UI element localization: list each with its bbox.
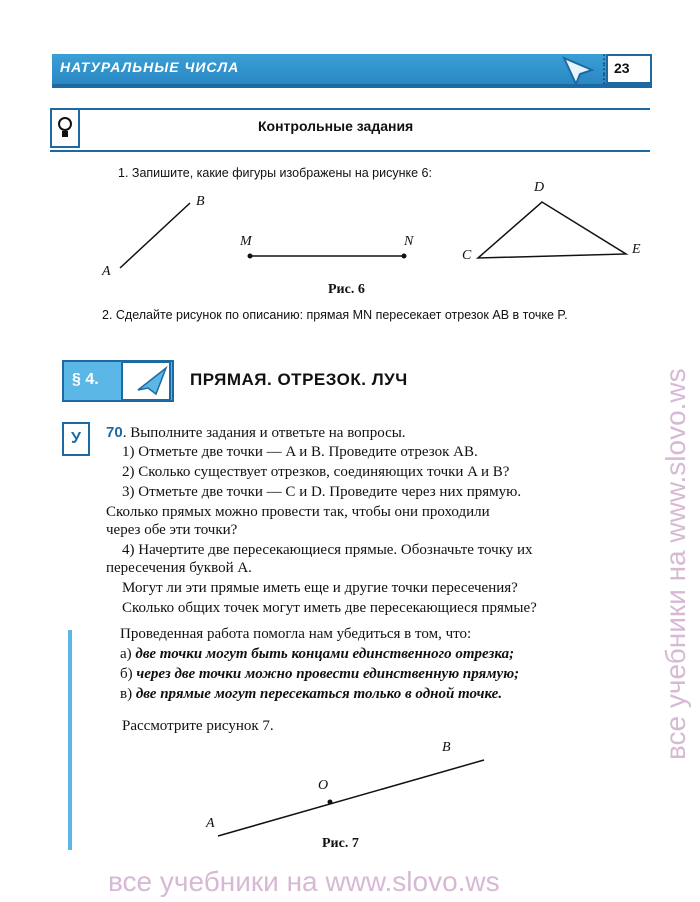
exercise-heading xyxy=(106,424,406,442)
spiral-binding-icon: ⋮ ⋮ ⋮ xyxy=(598,52,610,86)
label-b-fig6: B xyxy=(196,194,205,209)
label-e: E xyxy=(632,242,641,257)
lightbulb-icon xyxy=(50,108,80,148)
exercise-level-badge: У xyxy=(62,422,90,456)
chapter-title: НАТУРАЛЬНЫЕ ЧИСЛА xyxy=(60,59,240,75)
exercise-line: через обе эти точки? xyxy=(106,522,238,538)
exercise-line: 2) Сколько существует отрезков, соединяющих точки A и B? xyxy=(122,464,510,480)
exercise-line: Сколько общих точек могут иметь две пересекающиеся прямые? xyxy=(122,600,537,616)
triangle-cde xyxy=(478,202,626,258)
point-m xyxy=(248,254,253,259)
label-o: O xyxy=(318,778,329,793)
pen-nib-icon xyxy=(558,52,598,86)
label-b-fig7: B xyxy=(442,740,451,755)
conclusion-item xyxy=(120,646,514,663)
line-ab-fig7 xyxy=(218,760,484,836)
exercise-line: Сколько прямых можно провести так, чтобы они проходили xyxy=(106,504,490,520)
task-1: 1. Запишите, какие фигуры изображены на рисунке 6: xyxy=(118,166,432,180)
label-a-fig7: A xyxy=(206,816,215,831)
exercise-number: 70 xyxy=(106,424,123,441)
exercise-line: Могут ли эти прямые иметь еще и другие точки пересечения? xyxy=(122,580,518,596)
section-title: ПРЯМАЯ. ОТРЕЗОК. ЛУЧ xyxy=(190,370,408,389)
item-prefix: в) xyxy=(120,686,136,702)
notebook-pen-icon xyxy=(118,360,174,402)
exercise-intro: . Выполните задания и ответьте на вопросы. xyxy=(122,425,406,441)
section-number: § 4. xyxy=(72,371,99,388)
item-text: две прямые могут пересекаться только в одной точке. xyxy=(135,686,503,702)
page-number: 23 xyxy=(614,60,630,76)
label-m: M xyxy=(240,234,252,249)
exercise-line: пересечения буквой A. xyxy=(106,560,252,576)
label-n: N xyxy=(404,234,414,249)
label-c: C xyxy=(462,248,472,263)
label-a-fig6: A xyxy=(102,264,111,279)
control-tasks-title: Контрольные задания xyxy=(258,118,414,134)
exercise-line: 4) Начертите две пересекающиеся прямые. Обозначьте точку их xyxy=(122,542,533,558)
point-n xyxy=(402,254,407,259)
item-prefix: а) xyxy=(120,646,136,662)
watermark-bottom: все учебники на www.slovo.ws xyxy=(108,866,500,897)
item-text: через две точки можно провести единственную прямую; xyxy=(136,666,520,682)
point-o xyxy=(328,800,333,805)
exercise-line: 1) Отметьте две точки — A и B. Проведите отрезок AB. xyxy=(122,444,478,460)
figure-7 xyxy=(200,750,500,850)
figure-7-caption: Рис. 7 xyxy=(322,836,359,851)
label-d: D xyxy=(534,180,545,195)
conclusion-item xyxy=(120,666,519,683)
figure-6 xyxy=(100,190,660,280)
conclusion-side-rule xyxy=(68,630,72,850)
item-prefix: б) xyxy=(120,666,137,682)
item-text: две точки могут быть концами единственного отрезка; xyxy=(135,646,515,662)
task-2: 2. Сделайте рисунок по описанию: прямая MN пересекает отрезок AB в точке P. xyxy=(102,308,568,322)
see-figure-7: Рассмотрите рисунок 7. xyxy=(122,718,274,734)
segment-ab-fig6 xyxy=(120,203,190,268)
conclusion-intro: Проведенная работа помогла нам убедиться в том, что: xyxy=(120,626,472,642)
watermark-vertical: все учебники на www.slovo.ws xyxy=(660,368,691,760)
conclusion-item xyxy=(120,686,502,703)
exercise-line: 3) Отметьте две точки — C и D. Проведите через них прямую. xyxy=(122,484,522,500)
figure-6-caption: Рис. 6 xyxy=(328,282,365,297)
